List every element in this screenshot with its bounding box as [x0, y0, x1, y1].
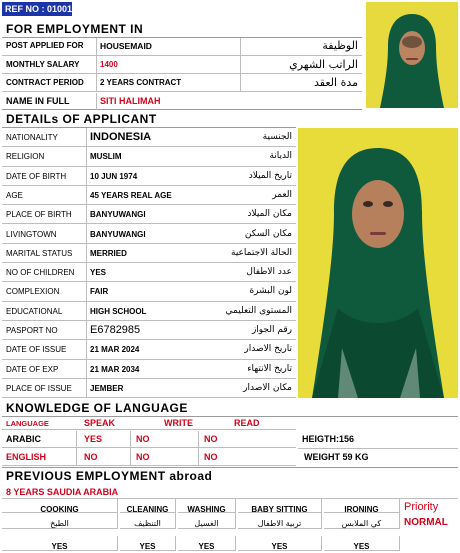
- detail-label: DATE OF ISSUE: [6, 345, 67, 355]
- detail-row: [2, 225, 296, 244]
- skill-value: YES: [198, 542, 215, 551]
- skill-name: WASHING: [187, 505, 226, 514]
- detail-row: [2, 205, 296, 224]
- detail-row: [2, 186, 296, 205]
- skill-arabic-cell: [178, 513, 236, 529]
- language-row: [2, 449, 296, 466]
- applicant-portrait-small-icon: [366, 2, 458, 108]
- employment-arabic: الوظيفة: [322, 39, 358, 52]
- detail-label: MARITAL STATUS: [6, 248, 73, 258]
- detail-row: [2, 167, 296, 186]
- detail-row: [2, 379, 296, 398]
- detail-row: [2, 147, 296, 166]
- detail-label: NATIONALITY: [6, 133, 58, 142]
- detail-arabic: مكان السكن: [244, 228, 292, 239]
- skill-name: IRONING: [344, 505, 379, 514]
- priority-value: NORMAL: [404, 517, 448, 528]
- applicant-portrait-large: [298, 128, 458, 398]
- detail-arabic: المستوى التعليمي: [225, 305, 292, 316]
- detail-label: RELIGION: [6, 152, 45, 162]
- detail-value: MUSLIM: [90, 152, 122, 162]
- detail-arabic: عدد الاطفال: [246, 267, 292, 278]
- name-value: SITI HALIMAH: [100, 96, 161, 106]
- skill-name: BABY SITTING: [251, 505, 308, 514]
- employment-value: HOUSEMAID: [100, 41, 152, 51]
- name-row: [2, 93, 362, 110]
- column-divider: [86, 128, 87, 398]
- detail-value: 21 MAR 2034: [90, 364, 140, 374]
- language-write: NO: [136, 434, 150, 444]
- skill-value: YES: [271, 542, 288, 551]
- detail-value: HIGH SCHOOL: [90, 306, 147, 316]
- detail-arabic: مكان الاصدار: [243, 382, 292, 393]
- detail-label: PLACE OF BIRTH: [6, 210, 72, 220]
- detail-value: BANYUWANGI: [90, 229, 146, 239]
- detail-value: FAIR: [90, 287, 109, 297]
- skill-arabic: كي الملابس: [341, 519, 382, 528]
- skill-header: [120, 499, 176, 513]
- divider: [2, 467, 458, 468]
- skill-arabic-cell: [2, 513, 118, 529]
- column-divider: [96, 93, 97, 110]
- language-read: NO: [204, 452, 218, 462]
- detail-arabic: الديانة: [269, 151, 292, 162]
- detail-row: [2, 340, 296, 359]
- language-header: WRITE: [164, 418, 193, 428]
- detail-label: EDUCATIONAL: [6, 306, 63, 316]
- detail-arabic: تاريخ الميلاد: [248, 170, 292, 181]
- detail-label: LIVINGTOWN: [6, 229, 57, 239]
- language-header-row: [2, 417, 296, 430]
- divider: [298, 448, 458, 449]
- employment-section-title: FOR EMPLOYMENT IN: [6, 22, 144, 36]
- skill-arabic: التنظيف: [134, 519, 161, 528]
- language-header: READ: [234, 418, 260, 428]
- skill-value: YES: [353, 542, 370, 551]
- skill-arabic-cell: [120, 513, 176, 529]
- column-divider: [130, 431, 131, 466]
- experience-value: 8 YEARS SAUDIA ARABIA: [6, 487, 119, 497]
- skill-value-cell: [238, 536, 322, 551]
- detail-value: 21 MAR 2024: [90, 345, 140, 355]
- language-speak: YES: [84, 434, 103, 444]
- employment-arabic: مدة العقد: [314, 76, 358, 89]
- column-divider: [96, 38, 97, 92]
- weight-value: WEIGHT 59 KG: [304, 452, 369, 462]
- employment-arabic: الراتب الشهري: [289, 58, 358, 71]
- detail-row: [2, 263, 296, 282]
- skill-arabic: تربية الاطفال: [257, 519, 302, 528]
- detail-row: [2, 282, 296, 301]
- employment-row: [2, 56, 362, 74]
- details-section-title: DETAILs OF APPLICANT: [6, 112, 157, 126]
- detail-arabic: الجنسية: [262, 132, 292, 142]
- detail-row: [2, 244, 296, 263]
- detail-row: [2, 360, 296, 379]
- detail-label: COMPLEXION: [6, 287, 60, 297]
- language-speak: NO: [84, 452, 98, 462]
- language-name: ENGLISH: [6, 452, 47, 462]
- skill-header: [238, 499, 322, 513]
- skill-value-cell: [2, 536, 118, 551]
- detail-arabic: العمر: [272, 189, 292, 200]
- skill-value-cell: [120, 536, 176, 551]
- detail-label: DATE OF BIRTH: [6, 171, 67, 181]
- detail-arabic: لون البشرة: [249, 286, 292, 297]
- height-value: HEIGTH:156: [302, 434, 355, 444]
- skill-header: [2, 499, 118, 513]
- skill-arabic-cell: [238, 513, 322, 529]
- previous-section-title: PREVIOUS EMPLOYMENT abroad: [6, 469, 213, 483]
- detail-arabic: الحالة الاجتماعية: [231, 247, 292, 258]
- detail-row: [2, 128, 296, 147]
- detail-label: PLACE OF ISSUE: [6, 383, 72, 393]
- column-divider: [76, 431, 77, 466]
- language-section-title: KNOWLEDGE OF LANGUAGE: [6, 401, 188, 415]
- skill-arabic: الطبخ: [50, 519, 69, 528]
- applicant-portrait-small: [366, 2, 458, 108]
- detail-value: INDONESIA: [90, 131, 152, 143]
- detail-value: E6782985: [90, 324, 141, 336]
- employment-row: [2, 74, 362, 92]
- detail-label: DATE OF EXP: [6, 364, 59, 374]
- language-header: SPEAK: [84, 418, 116, 428]
- language-row: [2, 431, 296, 448]
- detail-arabic: تاريخ الانتهاء: [247, 363, 292, 374]
- detail-value: BANYUWANGI: [90, 210, 146, 220]
- language-write: NO: [136, 452, 150, 462]
- employment-row: [2, 38, 362, 56]
- detail-value: YES: [90, 268, 107, 278]
- detail-value: JEMBER: [90, 383, 124, 393]
- detail-value: 10 JUN 1974: [90, 171, 138, 181]
- detail-value: MERRIED: [90, 248, 127, 258]
- employment-value: 1400: [100, 60, 118, 69]
- language-header: LANGUAGE: [6, 419, 49, 428]
- name-label: NAME IN FULL: [6, 96, 70, 106]
- ref-number: REF NO : 010012: [2, 2, 72, 16]
- skill-name: CLEANING: [126, 505, 169, 514]
- detail-row: [2, 321, 296, 340]
- detail-arabic: رقم الجواز: [251, 325, 292, 335]
- detail-label: NO OF CHILDREN: [6, 268, 75, 278]
- detail-row: [2, 302, 296, 321]
- employment-value: 2 YEARS CONTRACT: [100, 78, 182, 87]
- language-read: NO: [204, 434, 218, 444]
- skill-name: COOKING: [40, 505, 79, 514]
- applicant-portrait-large-icon: [298, 128, 458, 398]
- skill-value-cell: [324, 536, 400, 551]
- skill-arabic: الغسيل: [194, 519, 219, 528]
- detail-arabic: تاريخ الاصدار: [244, 344, 292, 355]
- skill-value: YES: [139, 542, 156, 551]
- column-divider: [240, 38, 241, 92]
- skill-header: [324, 499, 400, 513]
- language-name: ARABIC: [6, 434, 41, 444]
- detail-label: PASPORT NO: [6, 326, 58, 335]
- detail-arabic: مكان الميلاد: [247, 209, 292, 220]
- skill-header: [178, 499, 236, 513]
- skill-arabic-cell: [324, 513, 400, 529]
- skill-value: YES: [51, 542, 68, 551]
- employment-label: MONTHLY SALARY: [6, 60, 80, 69]
- skill-value-cell: [178, 536, 236, 551]
- employment-label: POST APPLIED FOR: [6, 41, 84, 50]
- employment-label: CONTRACT PERIOD: [6, 78, 84, 87]
- detail-label: AGE: [6, 190, 23, 200]
- column-divider: [198, 431, 199, 466]
- priority-label: Priority: [404, 501, 439, 513]
- detail-value: 45 YEARS REAL AGE: [90, 190, 172, 200]
